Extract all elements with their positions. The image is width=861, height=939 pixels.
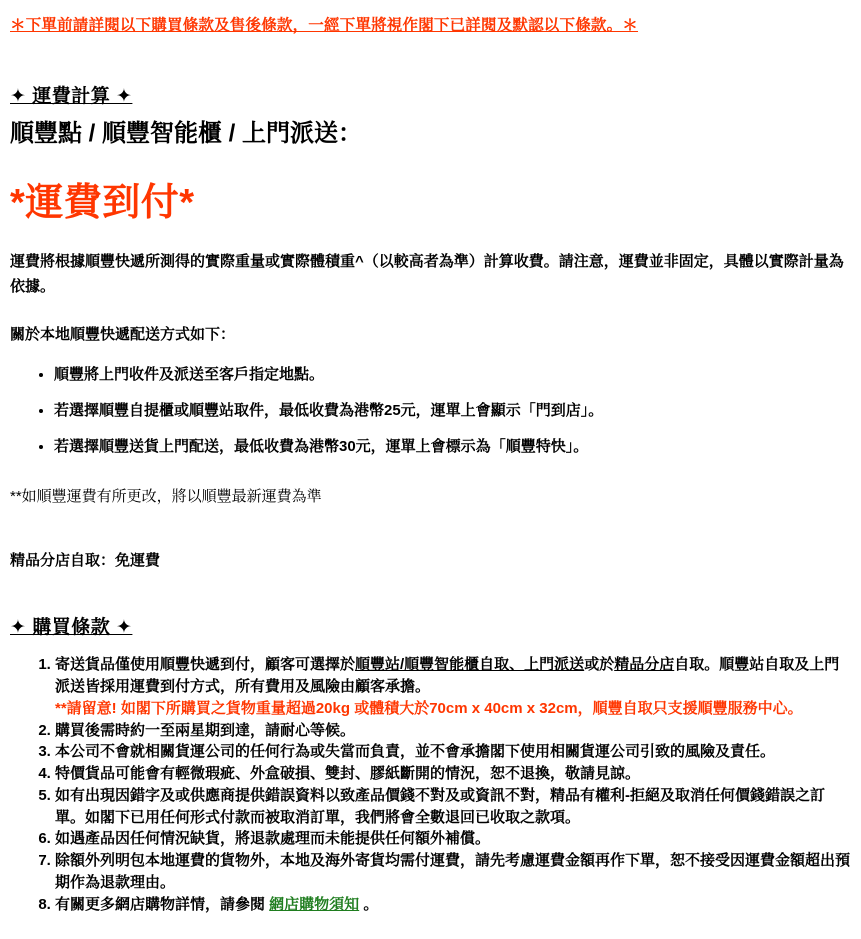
term-8-text: 有關更多網店購物詳情，請參閱 <box>55 895 270 913</box>
list-item: 5. 如有出現因錯字及或供應商提供錯誤資料以致產品價錢不對及或資訊不對，精品有權利-拒絕及取消任何價錢錯誤之訂單。如閣下已用任何形式付款而被取消訂單，我們將會全數退回已收取之款項。 <box>55 785 853 829</box>
weight-size-warning: **請留意! 如閣下所購買之貨物重量超過20kg 或體積大於70cm x 40cm x 32cm，順豐自取只支援順豐服務中心。 <box>55 699 803 717</box>
online-shopping-guide-link[interactable]: 網店購物須知 <box>269 895 360 913</box>
list-item <box>55 894 853 916</box>
list-item: 6. 如遇產品因任何情況缺貨，將退款處理而未能提供任何額外補償。 <box>55 828 853 850</box>
freight-collect-headline: *運費到付* <box>10 182 195 224</box>
delivery-methods-list <box>10 364 853 457</box>
terms-section-title: ✦ 購買條款 ✦ <box>10 617 133 639</box>
freight-intro: 運費將根據順豐快遞所測得的實際重量或實際體積重^（以較高者為準）計算收費。請注意，運費並非固定，具體以實際計量為依據。 <box>10 253 844 295</box>
term-1-text: 自取。順豐站自取及上門派送皆採用運費到付方式，所有費用及風險由顧客承擔。 <box>55 656 840 695</box>
term-1-text: 或於 <box>584 656 615 674</box>
term-1-text: 寄送貨品僅使用順豐快遞到付，顧客可選擇於 <box>55 656 356 674</box>
list-item: 3. 本公司不會就相關貨運公司的任何行為或失當而負責，並不會承擔閣下使用相關貨運公司引致的風險及責任。 <box>55 741 853 763</box>
list-item: 7. 除額外列明包本地運費的貨物外，本地及海外寄貨均需付運費，請先考慮運費金額再作下單，恕不接受因運費金額超出預期作為退款理由。 <box>55 850 853 894</box>
purchase-terms-list <box>10 654 853 915</box>
freight-change-note: **如順豐運費有所更改，將以順豐最新運費為準 <box>10 488 322 506</box>
store-pickup-note: 精品分店自取：免運費 <box>10 552 161 570</box>
list-item: • 若選擇順豐送貨上門配送，最低收費為港幣30元，運單上會標示為「順豐特快」。 <box>54 436 853 457</box>
delivery-methods-subtitle: 順豐點 / 順豐智能櫃 / 上門派送： <box>10 120 363 147</box>
term-1-underline-pickup-options: 順豐站/順豐智能櫃自取、上門派送 <box>355 656 585 674</box>
delivery-methods-heading: 關於本地順豐快遞配送方式如下： <box>10 325 236 343</box>
list-item: 4. 特價貨品可能會有輕微瑕疵、外盒破損、雙封、膠紙斷開的情況，恕不退換，敬請見諒。 <box>55 763 853 785</box>
list-item: 2. 購買後需時約一至兩星期到達，請耐心等候。 <box>55 720 853 742</box>
term-8-text: 。 <box>359 895 379 913</box>
shipping-section-title: ✦ 運費計算 ✦ <box>10 86 133 107</box>
list-item <box>55 654 853 719</box>
list-item: • 若選擇順豐自提櫃或順豐站取件，最低收費為港幣25元，運單上會顯示「門到店」。 <box>54 400 853 421</box>
list-item: • 順豐將上門收件及派送至客戶指定地點。 <box>54 364 853 385</box>
pre-order-notice: ＊下單前請詳閱以下購買條款及售後條款，一經下單將視作閣下已詳閱及默認以下條款。＊ <box>10 17 639 34</box>
term-1-underline-boutique: 精品分店 <box>614 656 675 674</box>
